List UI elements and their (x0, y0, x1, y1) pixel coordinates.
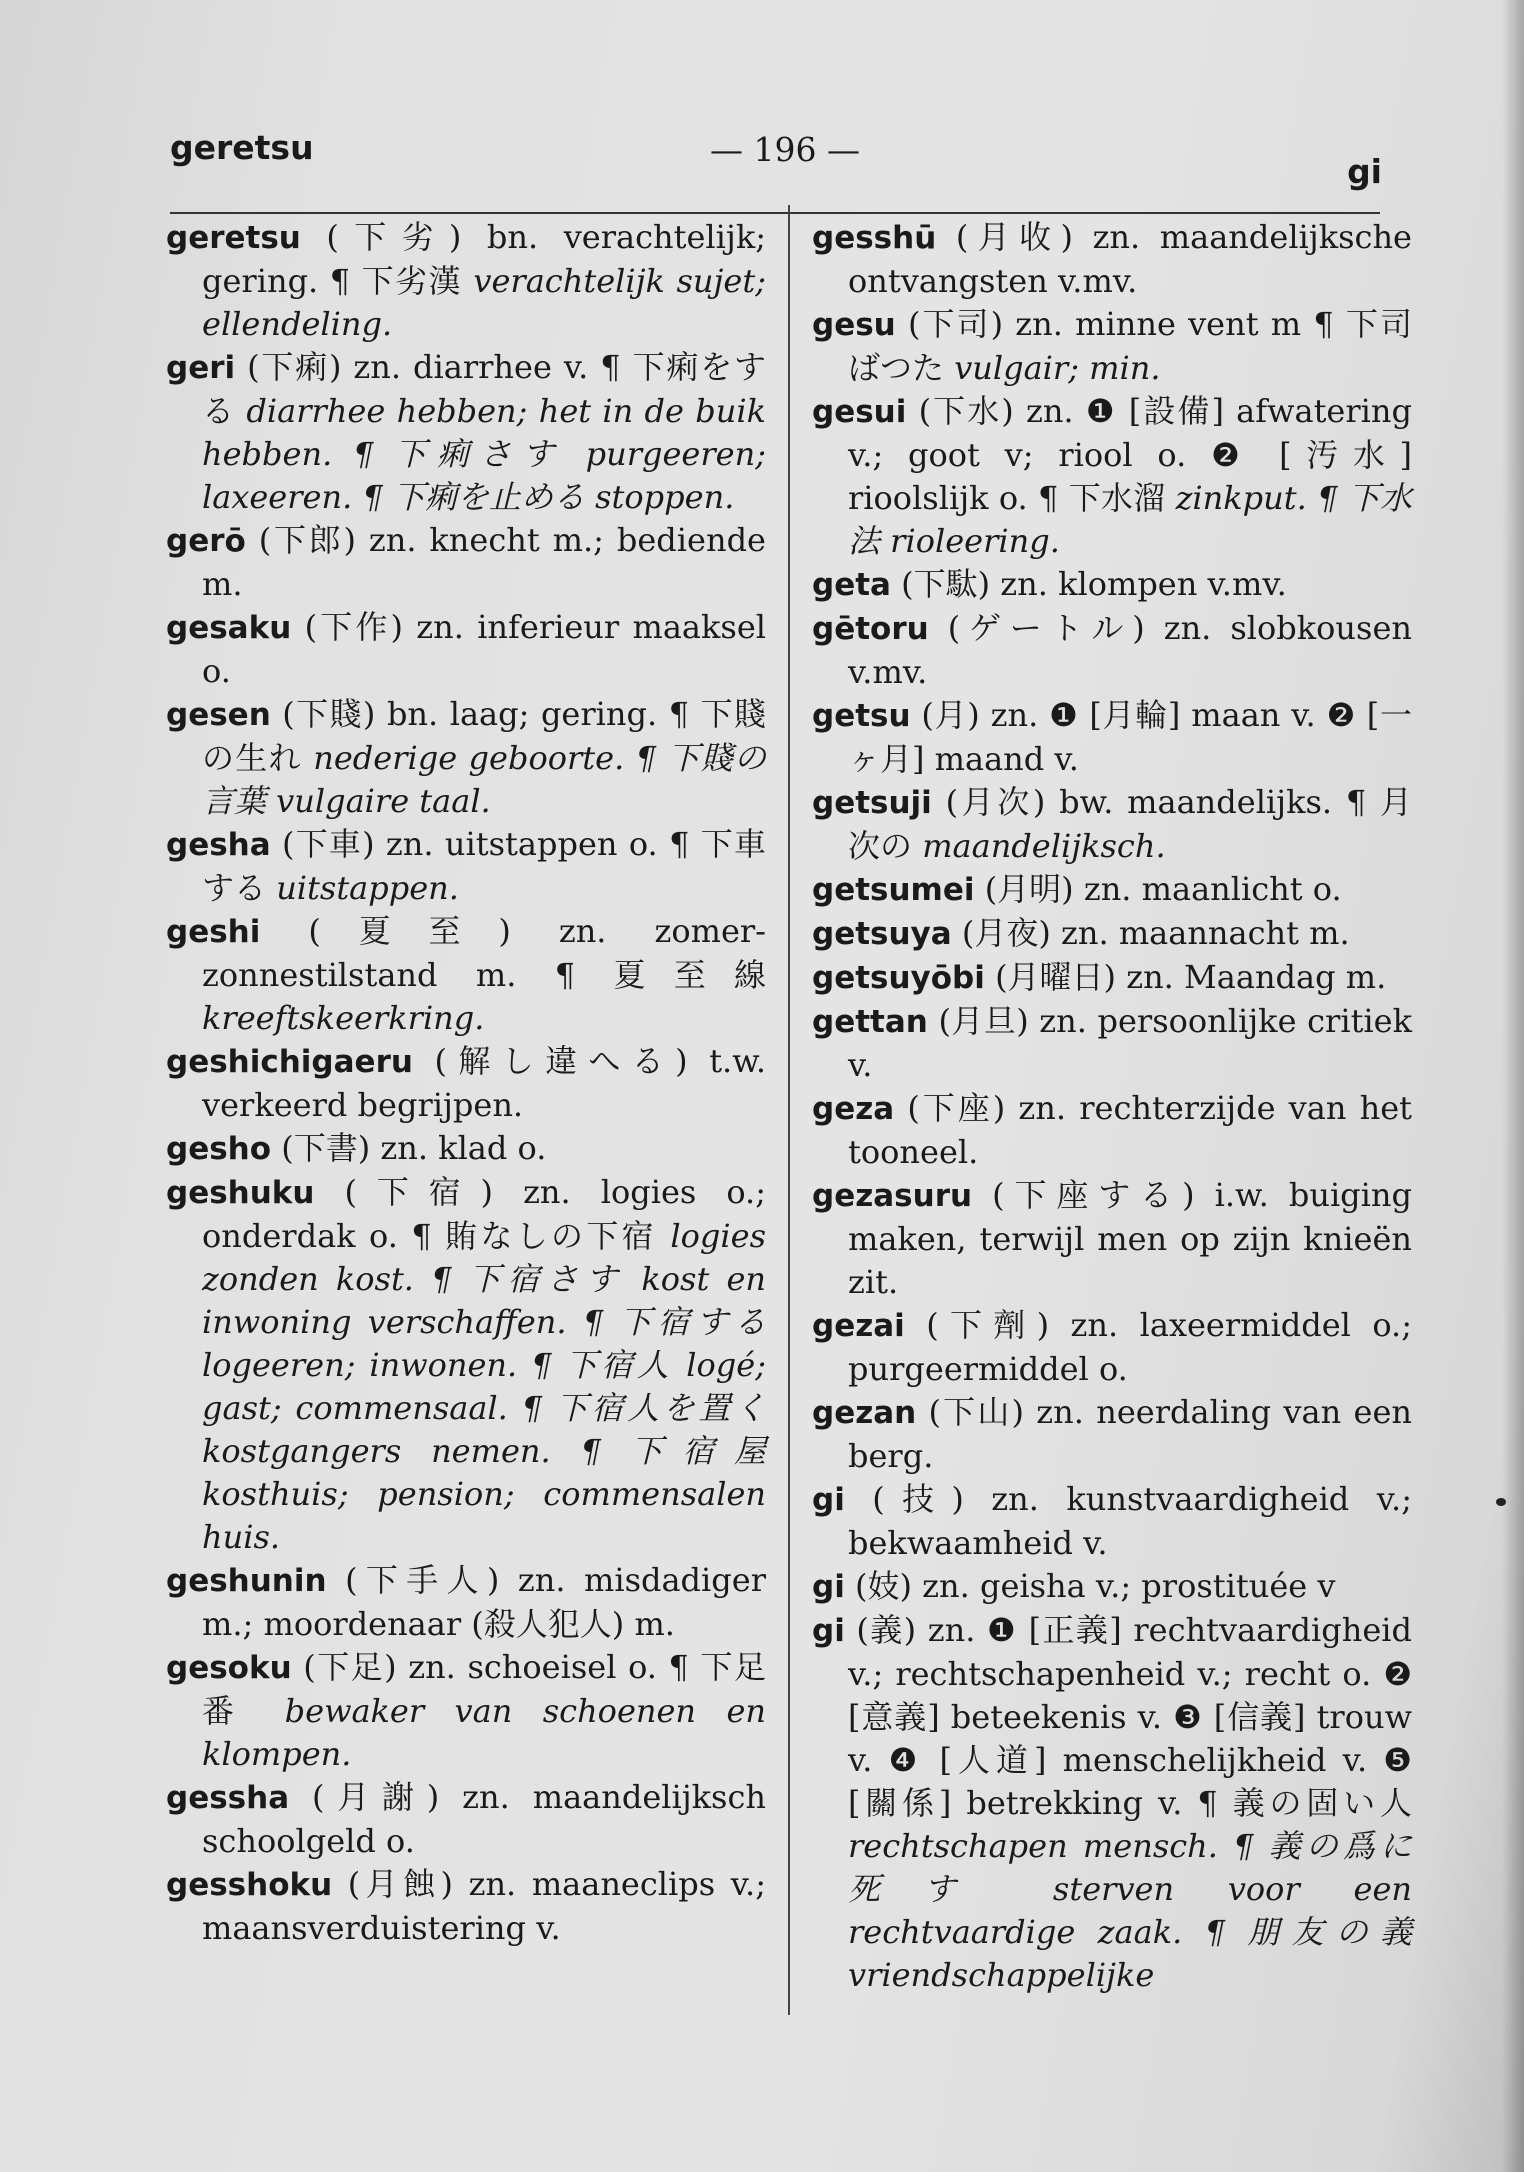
entry-headword: gētoru (812, 611, 929, 647)
dictionary-entry (166, 1559, 766, 1646)
entry-definition: (妓) zn. geisha v.; prostituée v (844, 1567, 1336, 1605)
dictionary-entry (166, 1127, 766, 1171)
entry-example: vulgair; min. (954, 349, 1161, 387)
entry-definition: (月旦) zn. persoonlijke critiek v. (848, 1002, 1412, 1084)
entry-definition: (月謝) zn. maandelijksch schoolgeld o. (202, 1778, 766, 1860)
entry-headword: gesoku (166, 1650, 292, 1686)
entry-headword: gezan (812, 1395, 917, 1431)
entry-example: diarrhee hebben; het in de buik hebben. ¶ 下痢さす purgeeren; laxeeren. ¶ 下痢を止める stoppen. (202, 392, 766, 516)
entry-example: maandelijksch. (922, 827, 1166, 865)
entry-headword: gezai (812, 1308, 905, 1344)
entry-headword: gesshoku (166, 1867, 333, 1903)
dictionary-entry (812, 912, 1412, 956)
dictionary-entry (812, 868, 1412, 912)
dictionary-entry (812, 216, 1412, 303)
dictionary-entry (812, 956, 1412, 1000)
dictionary-entry (812, 1304, 1412, 1391)
entry-headword: gesshū (812, 220, 937, 256)
right-column (812, 216, 1412, 1997)
entry-headword: gesui (812, 394, 907, 430)
dictionary-entry (812, 303, 1412, 390)
entry-definition: (下劣) bn. verachtelijk; gering. ¶ 下劣漢 (202, 218, 766, 300)
dictionary-entry (812, 694, 1412, 781)
entry-headword: getsuya (812, 916, 952, 952)
dictionary-entry (812, 563, 1412, 607)
running-head-left: geretsu (170, 128, 314, 167)
entry-definition: (月曜日) zn. Maandag m. (984, 958, 1387, 996)
dictionary-entry (812, 607, 1412, 694)
entry-headword: gesaku (166, 610, 292, 646)
entry-definition: (下座) zn. rechterzijde van het tooneel. (848, 1089, 1412, 1171)
entry-headword: geza (812, 1091, 895, 1127)
column-divider (788, 205, 790, 2015)
entry-example: kreeftskeerkring. (202, 999, 485, 1037)
entry-headword: geshuku (166, 1175, 315, 1211)
entry-definition: (夏至) zn. zomer-zonnestilstand m. ¶ 夏至線 (202, 912, 766, 994)
entry-definition: (下書) zn. klad o. (271, 1129, 547, 1167)
dictionary-entry (812, 390, 1412, 563)
entry-example: uitstappen. (276, 869, 459, 907)
entry-definition: (下作) zn. inferieur maaksel o. (202, 608, 766, 690)
dictionary-entry (812, 1478, 1412, 1565)
running-head-right: gi (1347, 152, 1382, 191)
dictionary-entry (166, 1646, 766, 1776)
dictionary-entry (166, 1171, 766, 1559)
entry-example: rechtschapen mensch. ¶ 義の爲に死す sterven voor een rechtvaardige zaak. ¶ 朋友の義 vriendschappelijke (848, 1827, 1412, 1994)
entry-definition: (下宿) zn. logies o.; onderdak o. ¶ 賄なしの下宿 (202, 1173, 766, 1255)
entry-headword: geshi (166, 914, 261, 950)
entry-definition: (下車) zn. uitstappen o. ¶ 下車する (202, 825, 766, 907)
entry-example: nederige geboorte. ¶ 下賤の言葉 vulgaire taal. (202, 739, 766, 820)
dictionary-entry (166, 216, 766, 346)
entry-headword: gi (812, 1613, 845, 1649)
entry-definition: (月蝕) zn. maaneclips v.; maansverduistering v. (202, 1865, 766, 1947)
entry-definition: (月明) zn. maanlicht o. (974, 870, 1342, 908)
entry-definition: (下賤) bn. laag; gering. ¶ 下賤の生れ (202, 695, 766, 777)
entry-definition: (下劑) zn. laxeermiddel o.; purgeermiddel o. (848, 1306, 1412, 1388)
entry-definition: (下司) zn. minne vent m ¶ 下司ばつた (848, 305, 1412, 387)
entry-definition: (月收) zn. maandelijksche ontvangsten v.mv. (848, 218, 1412, 300)
entry-definition: (月夜) zn. maannacht m. (951, 914, 1350, 952)
page-number: — 196 — (710, 130, 860, 169)
entry-definition: (下山) zn. neerdaling van een berg. (848, 1393, 1412, 1475)
dictionary-entry (812, 1391, 1412, 1478)
entry-definition: (下駄) zn. klompen v.mv. (890, 565, 1287, 603)
entry-headword: gesen (166, 697, 271, 733)
entry-definition: (技) zn. kunstvaardigheid v.; bekwaamheid v. (844, 1480, 1412, 1562)
dictionary-entry (812, 781, 1412, 868)
entry-headword: geta (812, 567, 891, 603)
entry-definition: (下手人) zn. misdadiger m.; moordenaar (殺人犯人) m. (202, 1561, 766, 1643)
entry-example: verachtelijk sujet; ellendeling. (202, 262, 766, 343)
entry-headword: getsumei (812, 872, 975, 908)
dictionary-entry (166, 910, 766, 1040)
left-column (166, 216, 766, 1950)
page-edge-shadow (1502, 0, 1524, 2172)
dictionary-entry (166, 519, 766, 606)
entry-headword: gesho (166, 1131, 272, 1167)
entry-headword: gerō (166, 523, 246, 559)
entry-example: bewaker van schoenen en klompen. (202, 1692, 766, 1773)
entry-definition: (義) zn. ❶ [正義] rechtvaardigheid v.; rechtschapenheid v.; recht o. ❷ [意義] beteekenis v. ❸ [信義] trouw v. ❹ [人道] menschelijkheid v. ❺ [關係] betrekking v. ¶ 義の固い人 (844, 1611, 1412, 1822)
entry-definition: (ゲートル) zn. slobkousen v.mv. (848, 609, 1412, 691)
entry-headword: geshunin (166, 1563, 327, 1599)
entry-headword: gesha (166, 827, 271, 863)
entry-example: zinkput. ¶ 下水法 rioleering. (848, 479, 1412, 560)
entry-definition: (下足) zn. schoeisel o. ¶ 下足番 (202, 1648, 766, 1730)
dictionary-entry (812, 1000, 1412, 1087)
entry-headword: geshichigaeru (166, 1044, 413, 1080)
dictionary-entry (812, 1174, 1412, 1304)
entry-headword: getsu (812, 698, 911, 734)
dictionary-entry (812, 1609, 1412, 1997)
entry-headword: getsuyōbi (812, 960, 985, 996)
dictionary-entry (812, 1087, 1412, 1174)
dictionary-entry (166, 346, 766, 519)
entry-headword: gezasuru (812, 1178, 973, 1214)
entry-headword: gessha (166, 1780, 290, 1816)
entry-definition: (下痢) zn. diarrhee v. ¶ 下痢をする (202, 348, 766, 430)
entry-definition: (月次) bw. maandelijks. ¶ 月次の (848, 783, 1412, 865)
dictionary-entry (166, 1863, 766, 1950)
dictionary-entry (166, 1776, 766, 1863)
entry-headword: gi (812, 1482, 845, 1518)
entry-definition: (解し違へる) t.w. verkeerd begrijpen. (202, 1042, 766, 1124)
entry-headword: gi (812, 1569, 845, 1605)
dictionary-entry (166, 693, 766, 823)
entry-headword: geretsu (166, 220, 301, 256)
dictionary-entry (166, 1040, 766, 1127)
dictionary-entry (166, 606, 766, 693)
ink-smudge (1496, 1498, 1506, 1506)
entry-definition: (下水) zn. ❶ [設備] afwatering v.; goot v; riool o. ❷ [汚水] rioolslijk o. ¶ 下水溜 (848, 392, 1412, 517)
entry-definition: (下郎) zn. knecht m.; bediende m. (202, 521, 766, 603)
entry-example: logies zonden kost. ¶ 下宿さす kost en inwoning verschaffen. ¶ 下宿する logeeren; inwonen. ¶ 下宿人 logé; gast; commensaal. ¶ 下宿人を置く kostgangers nemen. ¶ 下宿屋 kosthuis; pension; commensalen huis. (202, 1217, 766, 1556)
running-head (170, 128, 1382, 191)
entry-headword: geri (166, 350, 236, 386)
entry-headword: gesu (812, 307, 896, 343)
dictionary-entry (166, 823, 766, 910)
entry-definition: (下座する) i.w. buiging maken, terwijl men op zijn knieën zit. (848, 1176, 1412, 1301)
entry-definition: (月) zn. ❶ [月輪] maan v. ❷ [一ヶ月] maand v. (848, 696, 1412, 778)
dictionary-entry (812, 1565, 1412, 1609)
entry-headword: getsuji (812, 785, 932, 821)
header-rule (170, 212, 1380, 214)
entry-headword: gettan (812, 1004, 928, 1040)
